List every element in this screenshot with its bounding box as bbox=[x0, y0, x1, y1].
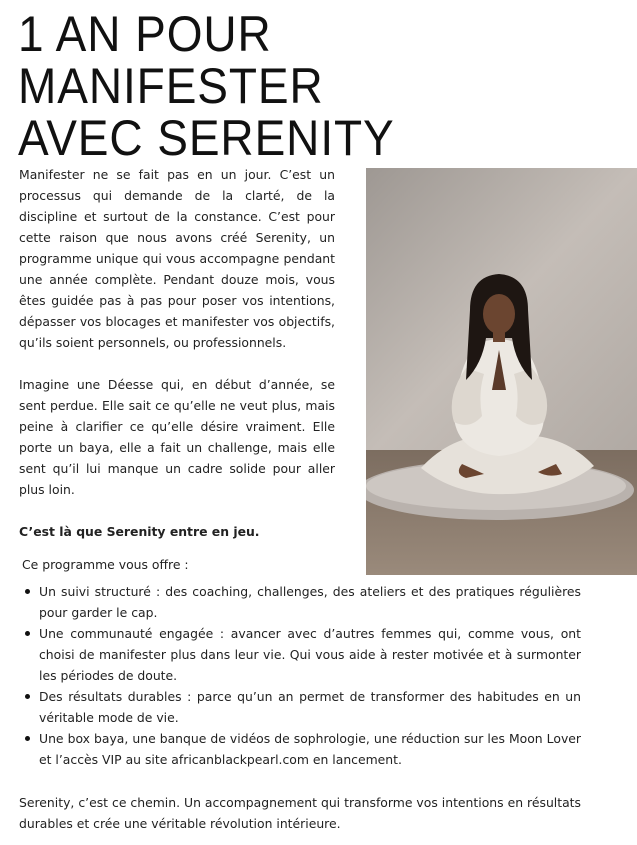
list-item: Des résultats durables : parce qu’un an permet de transformer des habitudes en un véritable mode de vie. bbox=[19, 686, 581, 728]
page-title bbox=[18, 8, 570, 164]
closing-paragraph: Serenity, c’est ce chemin. Un accompagnement qui transforme vos intentions en résultats durables et crée une véritable révolution intérieure. bbox=[19, 795, 581, 831]
meditation-photo bbox=[366, 168, 637, 575]
title-line-1: 1 AN POUR MANIFESTER bbox=[18, 6, 324, 114]
list-item: Un suivi structuré : des coaching, challenges, des ateliers et des pratiques régulières pour garder le cap. bbox=[19, 581, 581, 623]
meditation-illustration bbox=[366, 168, 637, 575]
list-item: Une box baya, une banque de vidéos de sophrologie, une réduction sur les Moon Lover et l’accès VIP au site africanblackpearl.com en lancement. bbox=[19, 728, 581, 770]
title-line-2: AVEC SERENITY bbox=[18, 110, 395, 166]
intro-column bbox=[19, 164, 335, 596]
highlight-text: C’est là que Serenity entre en jeu. bbox=[19, 524, 260, 539]
neck bbox=[493, 330, 505, 342]
intro-paragraph-2: Imagine une Déesse qui, en début d’année, se sent perdue. Elle sait ce qu’elle ne veut plus, mais peine à clarifier ce qu’elle désire vraiment. Elle porte un baya, elle a fait un challenge, mais elle sent qu’il lui manque un cadre solide pour aller plus loin. bbox=[19, 377, 335, 497]
face bbox=[483, 294, 515, 334]
benefits-list bbox=[19, 581, 581, 770]
intro-paragraph-1: Manifester ne se fait pas en un jour. C’est un processus qui demande de la clarté, de la discipline et surtout de la constance. C’est pour cette raison que nous avons créé Serenity, un programme unique qui vous accompagne pendant une année complète. Pendant douze mois, vous êtes guidée pas à pas pour poser vos intentions, dépasser vos blocages et manifester vos objectifs, qu’ils soient personnels, ou professionnels. bbox=[19, 167, 335, 350]
offer-intro: Ce programme vous offre : bbox=[22, 557, 189, 572]
list-item: Une communauté engagée : avancer avec d’autres femmes qui, comme vous, ont choisi de manifester plus dans leur vie. Qui vous aide à rester motivée et à surmonter les périodes de doute. bbox=[19, 623, 581, 686]
